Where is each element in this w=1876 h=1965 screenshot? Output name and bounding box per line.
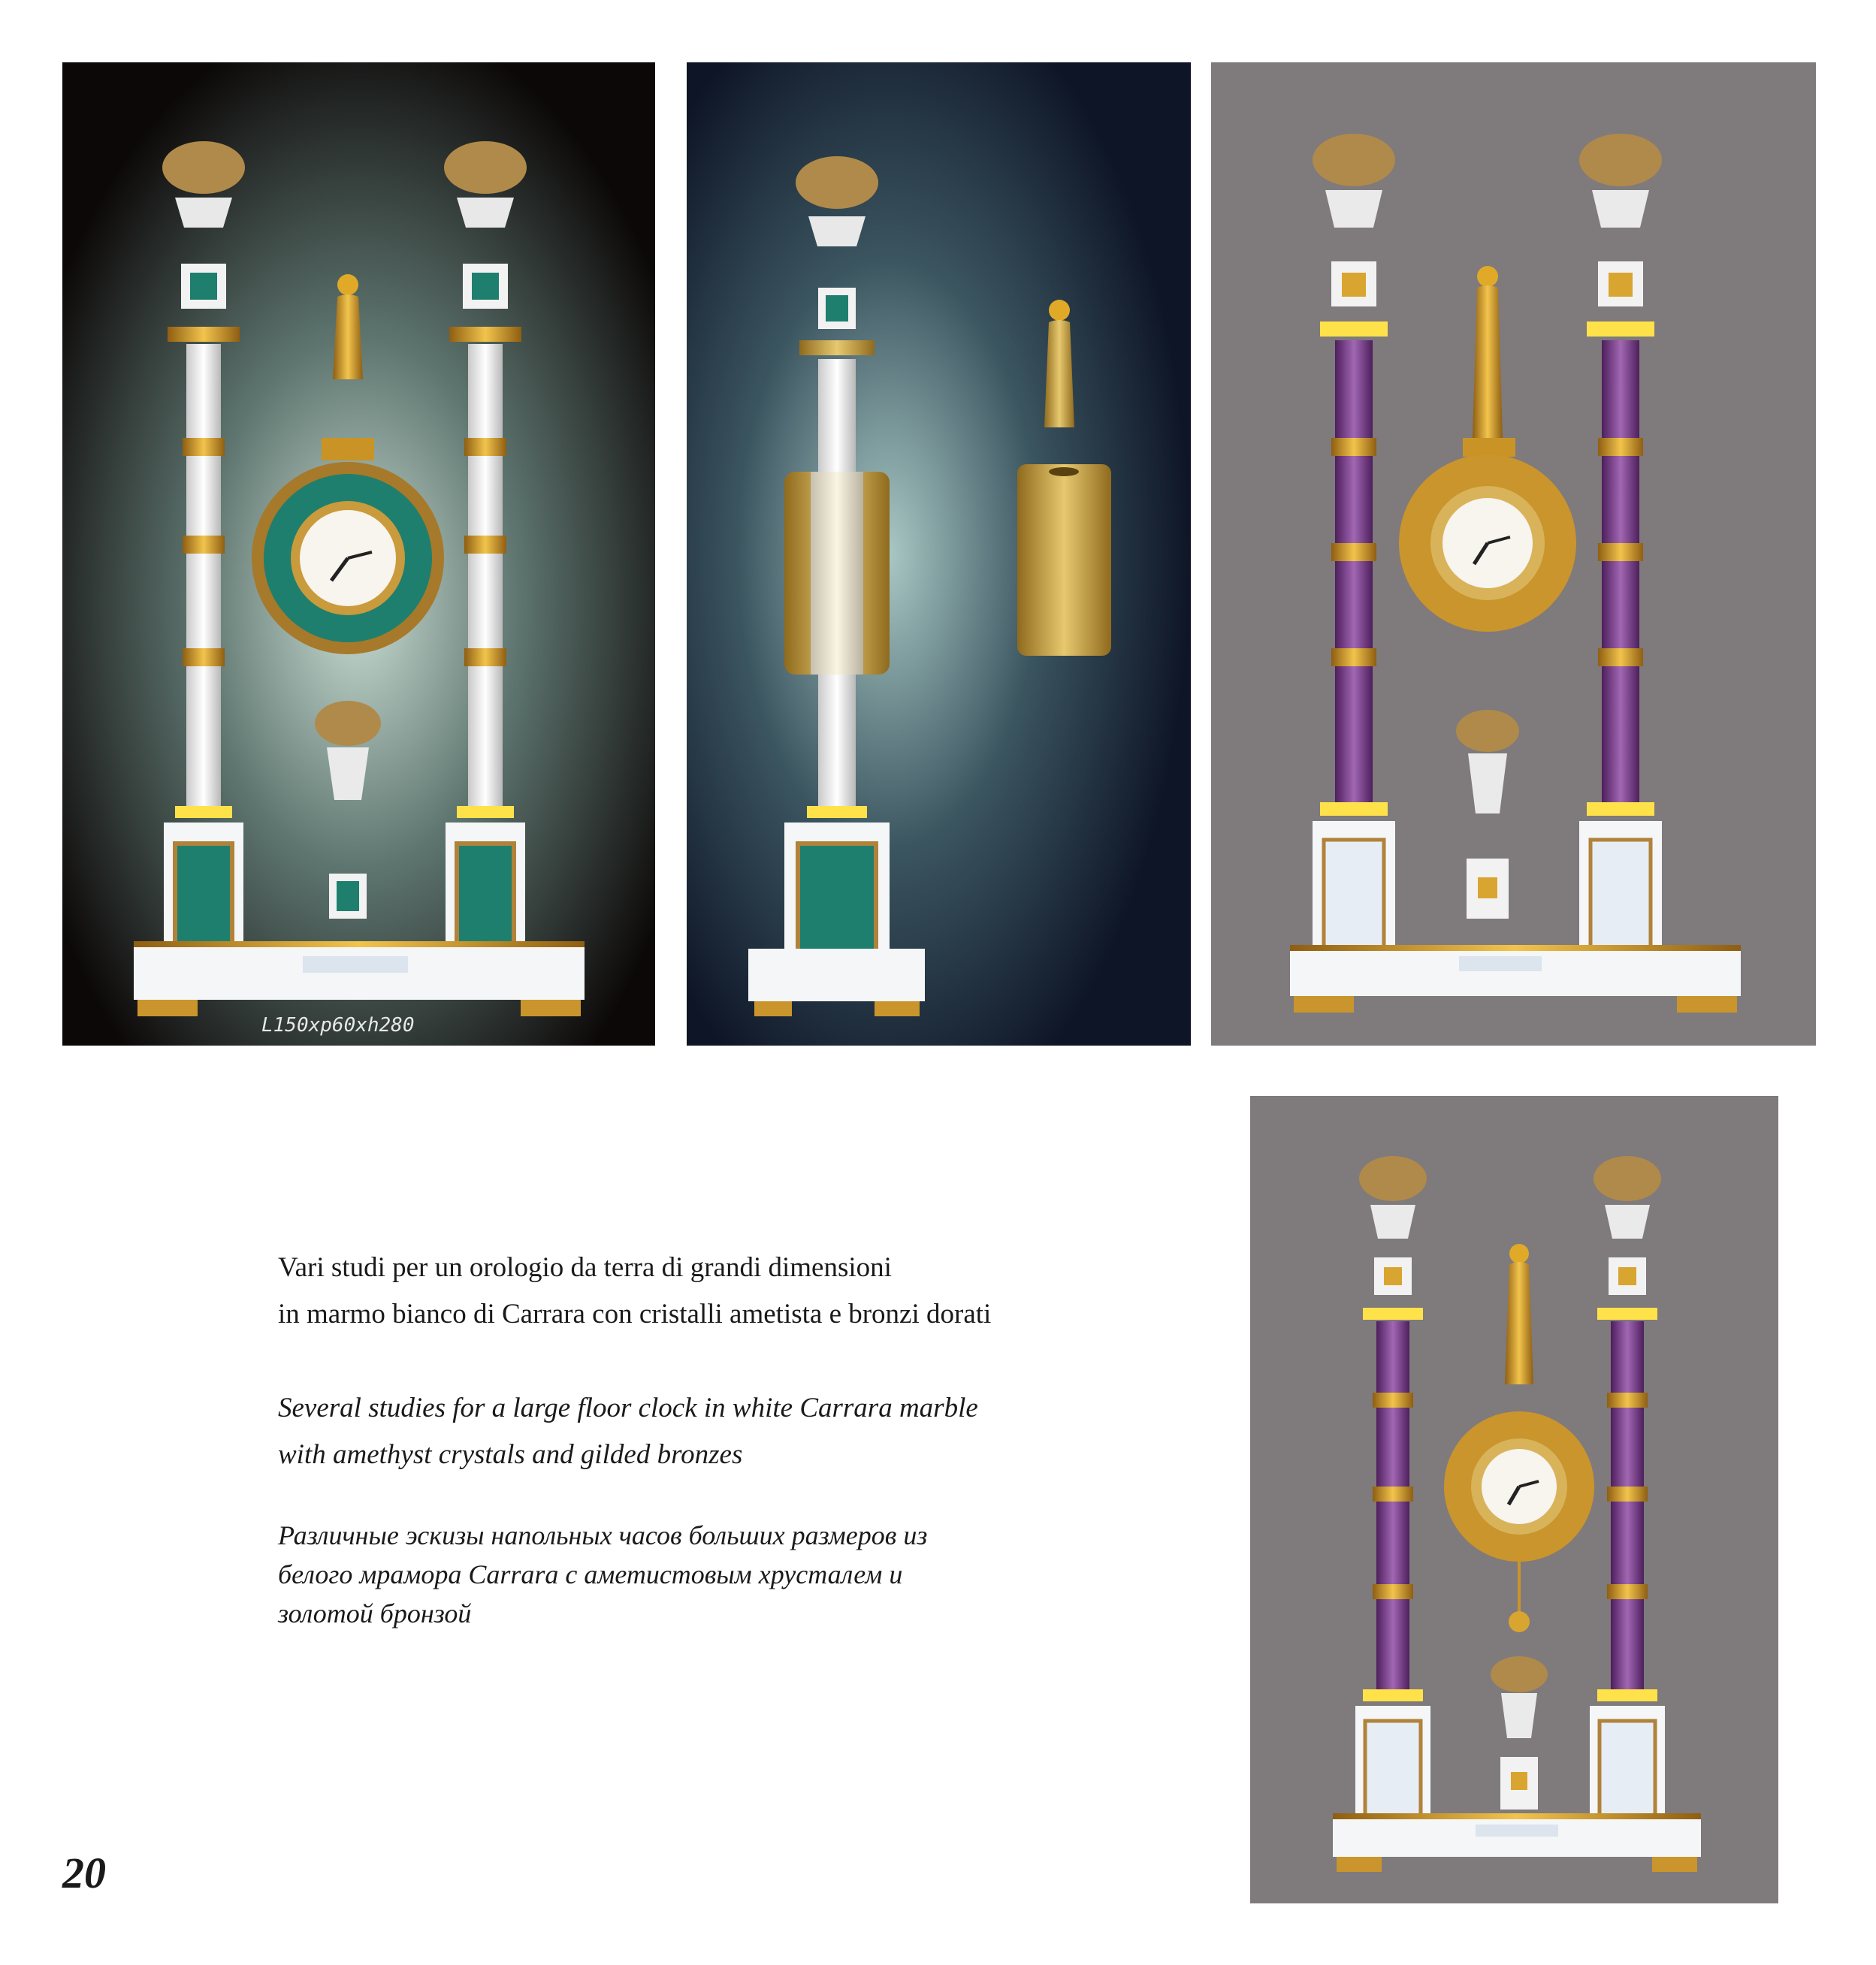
dimension-label: L150xp60xh280 — [261, 1014, 415, 1037]
page-number: 20 — [62, 1849, 106, 1897]
caption-line: Vari studi per un orologio da terra di grandi dimensioni — [278, 1252, 892, 1283]
clock-illustration-1 — [62, 62, 655, 1046]
clock-study-side-view — [687, 62, 1191, 1046]
clock-illustration-2 — [687, 62, 1191, 1046]
caption-english — [278, 1385, 1029, 1478]
clock-illustration-3 — [1211, 62, 1816, 1046]
caption-line: Several studies for a large floor clock in white Carrara marble — [278, 1393, 978, 1423]
caption-italian — [278, 1245, 1029, 1338]
clock-illustration-4 — [1250, 1096, 1778, 1903]
caption-line: золотой бронзой — [278, 1598, 472, 1628]
caption-line: белого мрамора Carrara с аметистовым хрусталем и — [278, 1559, 903, 1589]
clock-study-amethyst-pendulum — [1250, 1096, 1778, 1903]
caption-line: with amethyst crystals and gilded bronzes — [278, 1439, 743, 1470]
clock-study-amethyst-grey — [1211, 62, 1816, 1046]
caption-russian — [278, 1516, 1029, 1633]
caption-line: Различные эскизы напольных часов больших размеров из — [278, 1520, 928, 1550]
clock-face — [252, 462, 444, 654]
caption-line: in marmo bianco di Carrara con cristalli ametista e bronzi dorati — [278, 1299, 992, 1330]
clock-study-malachite-black — [62, 62, 655, 1046]
